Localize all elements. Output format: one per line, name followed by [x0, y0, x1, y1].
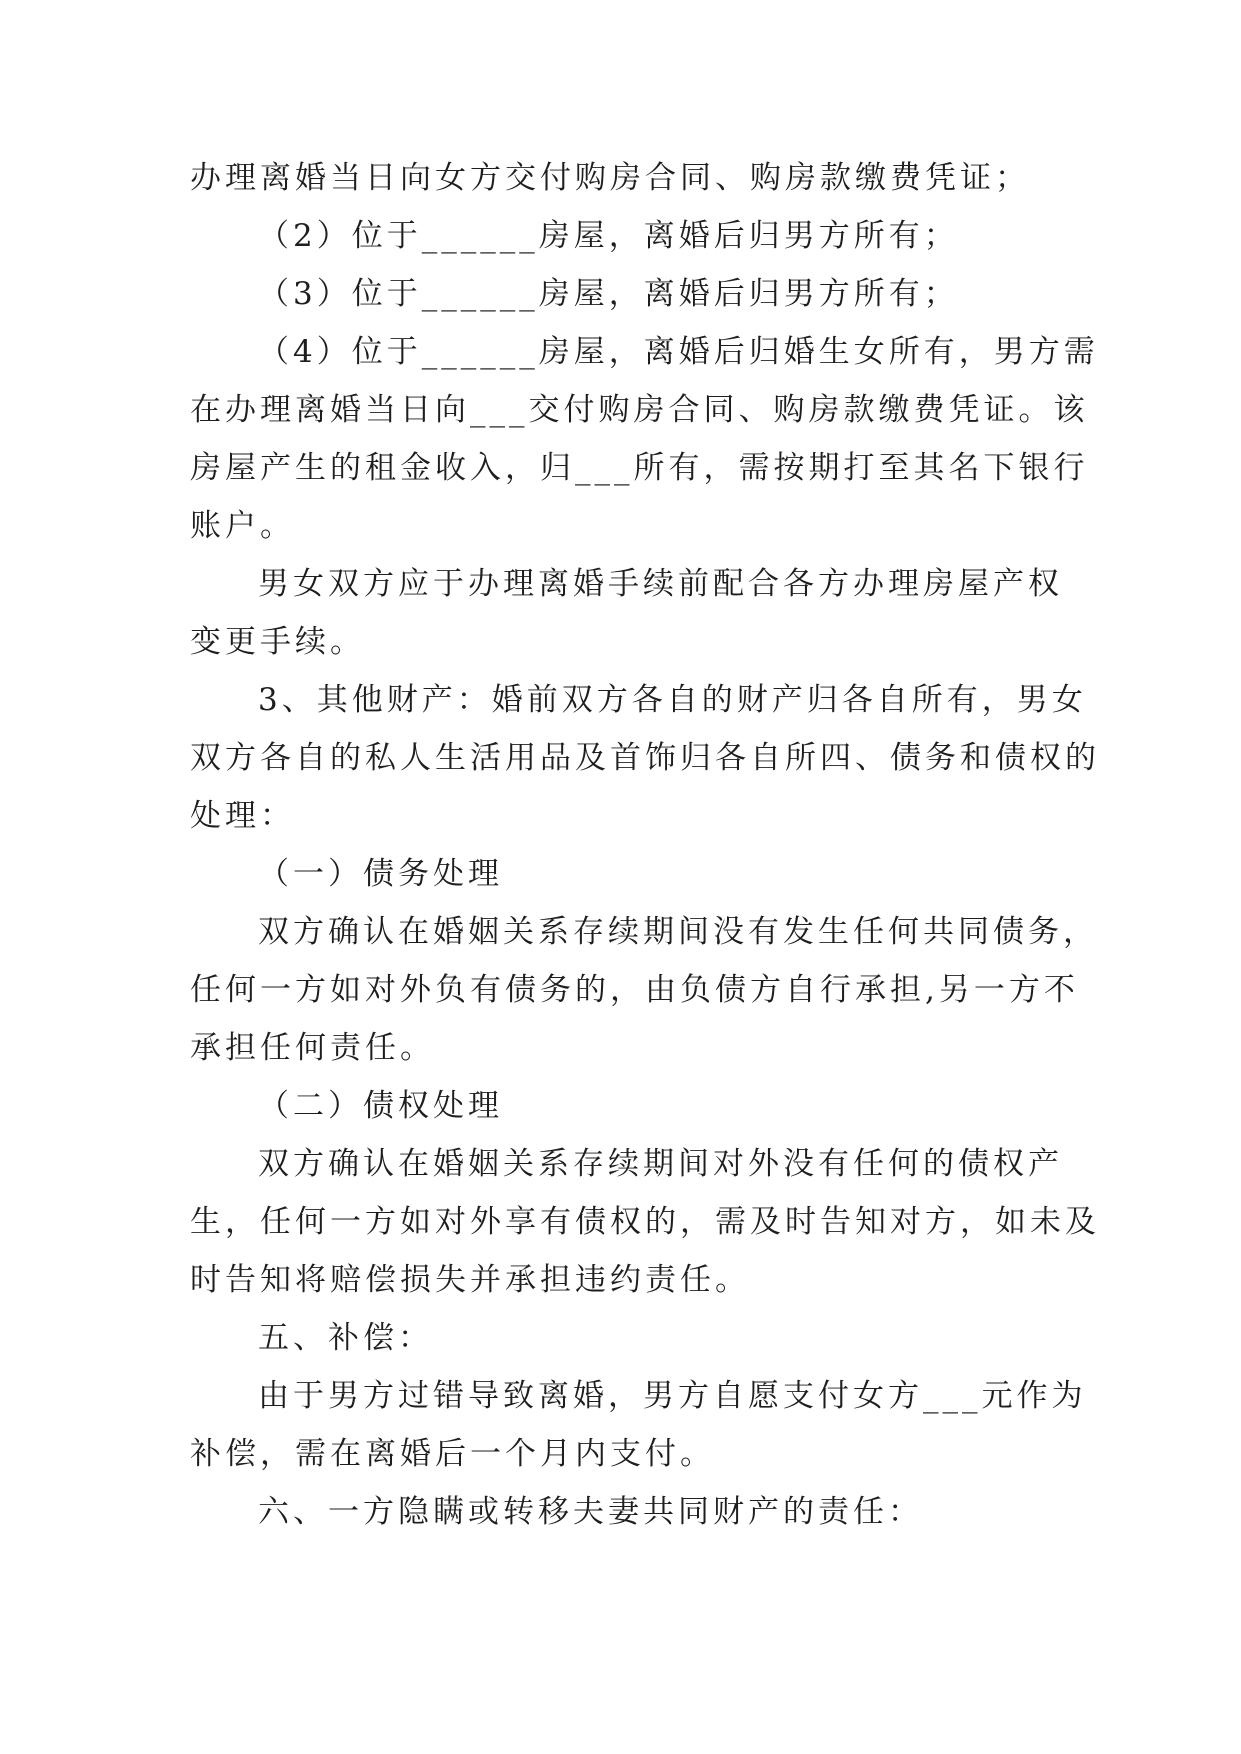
text-line: 在办理离婚当日向___交付购房合同、购房款缴费凭证。该	[190, 392, 1089, 428]
text-line: 承担任何责任。	[190, 1030, 435, 1066]
text-line: （2）位于______房屋，离婚后归男方所有；	[258, 218, 959, 254]
text-line: 双方确认在婚姻关系存续期间没有发生任何共同债务，	[258, 914, 1098, 950]
text-line: 时告知将赔偿损失并承担违约责任。	[190, 1262, 750, 1298]
text-line: 双方各自的私人生活用品及首饰归各自所四、债务和债权的	[190, 740, 1100, 776]
text-line: 补偿，需在离婚后一个月内支付。	[190, 1436, 715, 1472]
text-line: （4）位于______房屋，离婚后归婚生女所有，男方需	[258, 334, 1099, 370]
text-line: 任何一方如对外负有债务的，由负债方自行承担,另一方不	[190, 972, 1079, 1008]
text-line: 双方确认在婚姻关系存续期间对外没有任何的债权产	[258, 1146, 1063, 1182]
text-line: 由于男方过错导致离婚，男方自愿支付女方___元作为	[258, 1378, 1087, 1414]
text-line: 办理离婚当日向女方交付购房合同、购房款缴费凭证；	[190, 160, 1030, 196]
text-line: （3）位于______房屋，离婚后归男方所有；	[258, 276, 959, 312]
text-line: 处理：	[190, 798, 295, 834]
text-line: 男女双方应于办理离婚手续前配合各方办理房屋产权	[258, 566, 1063, 602]
text-line: 3、其他财产：婚前双方各自的财产归各自所有，男女	[258, 682, 1087, 718]
section-heading: 六、一方隐瞒或转移夫妻共同财产的责任：	[258, 1494, 923, 1530]
section-heading: （一）债务处理	[258, 856, 503, 892]
text-line: 房屋产生的租金收入，归___所有，需按期打至其名下银行	[190, 450, 1089, 486]
text-line: 生，任何一方如对外享有债权的，需及时告知对方，如未及	[190, 1204, 1100, 1240]
section-heading: 五、补偿：	[258, 1320, 433, 1356]
section-heading: （二）债权处理	[258, 1088, 503, 1124]
text-line: 账户。	[190, 508, 295, 544]
text-line: 变更手续。	[190, 624, 365, 660]
